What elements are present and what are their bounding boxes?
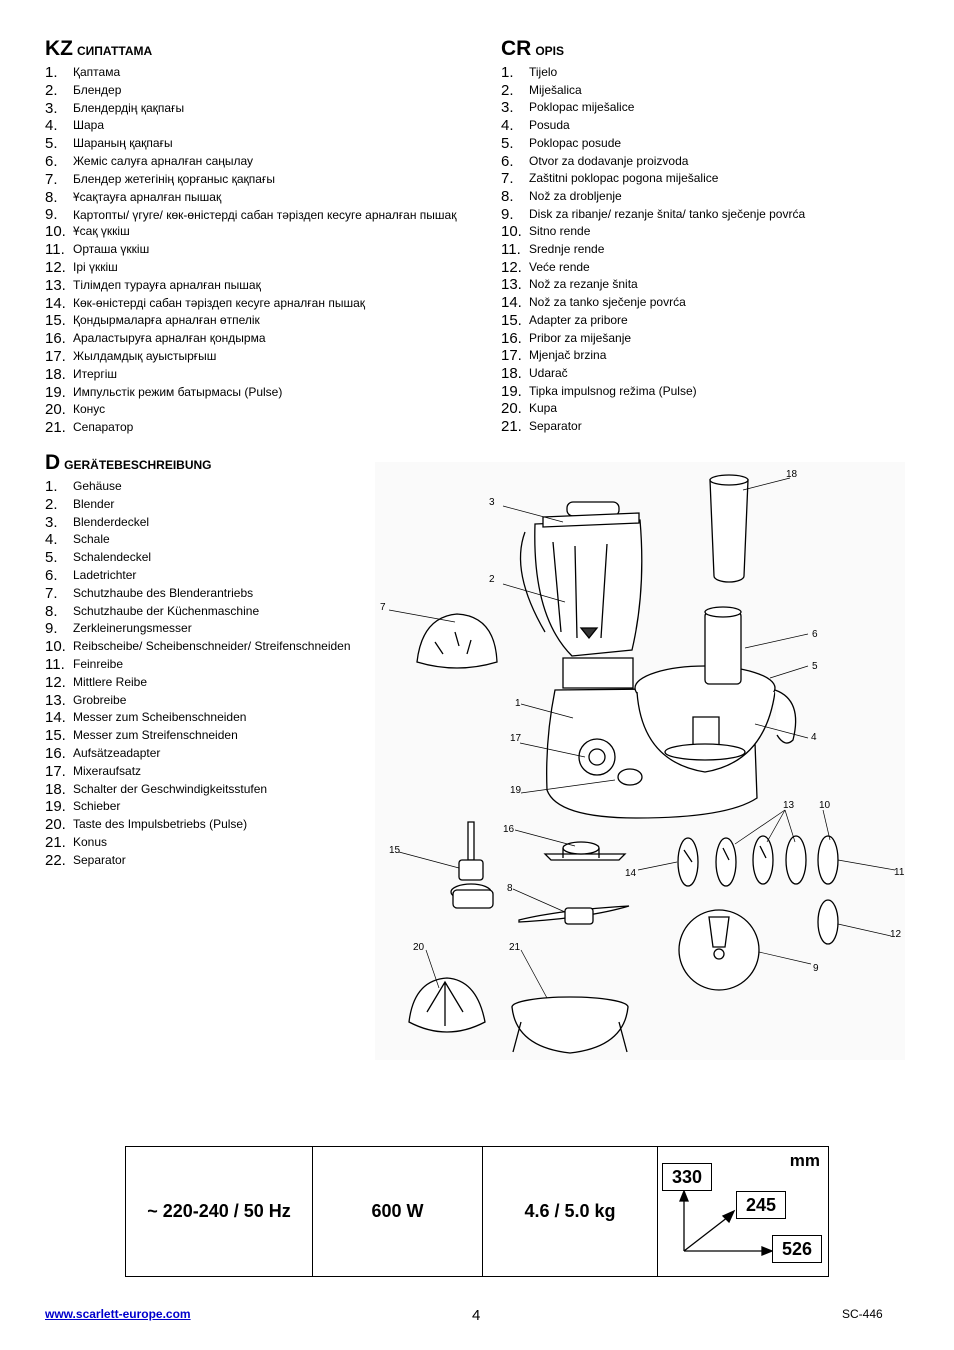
- kz-title: СИПАТТАМА: [77, 44, 153, 58]
- de-list-item: [45, 727, 385, 745]
- item-label: Miješalica: [529, 82, 582, 97]
- cr-list-item: [501, 276, 921, 294]
- item-label: Veće rende: [529, 259, 590, 274]
- item-label: Mittlere Reibe: [73, 674, 148, 689]
- item-number: 15.: [501, 311, 522, 329]
- width-value: 526: [772, 1235, 822, 1263]
- item-number: 11.: [45, 655, 65, 673]
- item-number: 5.: [45, 549, 58, 567]
- item-number: 1.: [45, 478, 58, 495]
- item-label: Nož za tanko sječenje povrća: [529, 295, 686, 310]
- pusher-drawing: [710, 480, 748, 582]
- de-list-item: [45, 585, 385, 603]
- cr-list-item: [501, 294, 921, 312]
- kz-list-item: [45, 312, 485, 330]
- diagram-label-6: 6: [812, 629, 818, 640]
- diagram-label-19: 19: [510, 785, 522, 796]
- kz-list-item: [45, 295, 485, 313]
- item-number: 4.: [501, 117, 514, 135]
- item-number: 10.: [45, 223, 66, 241]
- cr-list-item: [501, 365, 921, 383]
- kz-list-item: [45, 82, 485, 100]
- item-label: Udarač: [529, 365, 568, 380]
- item-label: Reibscheibe/ Scheibenschneider/ Streifenschneiden: [73, 639, 351, 654]
- item-label: Separator: [529, 419, 582, 434]
- cr-list-item: [501, 418, 921, 436]
- cr-list-item: [501, 64, 921, 82]
- diagram-label-15: 15: [389, 845, 401, 856]
- item-number: 16.: [501, 329, 522, 347]
- item-label: Тілімдеп турауға арналған пышақ: [73, 277, 261, 292]
- dimensions-cell: [658, 1147, 829, 1277]
- diagram-label-10: 10: [819, 800, 831, 811]
- item-number: 7.: [501, 170, 514, 188]
- model-number: SC-446: [842, 1307, 883, 1321]
- item-label: Ірі үккіш: [73, 259, 118, 274]
- diagram-label-1: 1: [515, 698, 521, 709]
- appliance-exploded-diagram: [375, 462, 905, 1060]
- kz-list-item: [45, 153, 485, 171]
- voltage-cell: ~ 220-240 / 50 Hz: [126, 1147, 313, 1277]
- item-number: 3.: [45, 513, 58, 531]
- de-list-item: [45, 638, 385, 656]
- de-title: GERÄTEBESCHREIBUNG: [64, 458, 212, 472]
- item-number: 6.: [45, 566, 58, 584]
- kz-list-item: [45, 100, 485, 118]
- item-number: 19.: [45, 798, 66, 816]
- cr-list-item: [501, 347, 921, 365]
- item-label: Messer zum Scheibenschneiden: [73, 710, 247, 725]
- item-label: Schieber: [73, 799, 121, 814]
- item-label: Sitno rende: [529, 224, 591, 239]
- item-number: 18.: [45, 365, 66, 383]
- item-number: 14.: [45, 709, 66, 727]
- diagram-label-16: 16: [503, 824, 515, 835]
- item-label: Poklopac posude: [529, 135, 622, 150]
- item-label: Блендер жетегінің қорғаныс қақпағы: [73, 171, 275, 186]
- item-label: Blender: [73, 496, 115, 511]
- item-label: Schalter der Geschwindigkeitsstufen: [73, 781, 268, 796]
- diagram-label-4: 4: [811, 732, 817, 743]
- diagram-label-11: 11: [894, 867, 905, 878]
- item-label: Импульстік режим батырмасы (Pulse): [73, 384, 283, 399]
- item-label: Қаптама: [73, 65, 121, 79]
- de-list-item: [45, 514, 385, 532]
- item-label: Grobreibe: [73, 692, 127, 707]
- item-label: Konus: [73, 834, 108, 849]
- item-label: Mjenjač brzina: [529, 348, 607, 363]
- de-list-item: [45, 816, 385, 834]
- specifications-row: [126, 1147, 829, 1277]
- item-number: 18.: [45, 780, 66, 798]
- kz-list-item: [45, 401, 485, 419]
- item-label: Separator: [73, 852, 126, 867]
- cr-heading: [501, 38, 921, 62]
- item-number: 22.: [45, 851, 66, 869]
- item-number: 1.: [45, 64, 58, 81]
- item-number: 6.: [501, 152, 514, 170]
- item-label: Blenderdeckel: [73, 514, 150, 529]
- item-number: 10.: [45, 638, 66, 656]
- de-list-item: [45, 763, 385, 781]
- de-list-item: [45, 745, 385, 763]
- item-label: Schale: [73, 532, 110, 547]
- diagram-label-20: 20: [413, 942, 425, 953]
- item-label: Итергіш: [73, 366, 118, 381]
- item-label: Kupa: [529, 401, 558, 416]
- cr-list-item: [501, 241, 921, 259]
- weight-cell: 4.6 / 5.0 kg: [483, 1147, 658, 1277]
- item-label: Otvor za dodavanje proizvoda: [529, 153, 689, 168]
- cr-list-item: [501, 312, 921, 330]
- depth-value: 245: [736, 1191, 786, 1219]
- de-code: D: [45, 451, 61, 474]
- diagram-label-18: 18: [786, 469, 798, 480]
- cr-list-item: [501, 82, 921, 100]
- diagram-label-17: 17: [510, 733, 522, 744]
- item-number: 12.: [501, 258, 522, 276]
- item-label: Poklopac miješalice: [529, 100, 635, 115]
- kz-code: KZ: [45, 37, 73, 60]
- item-number: 20.: [45, 816, 66, 834]
- diagram-label-14: 14: [625, 868, 637, 879]
- cr-list-item: [501, 153, 921, 171]
- diagram-svg: [375, 462, 905, 1060]
- de-list-item: [45, 798, 385, 816]
- item-number: 16.: [45, 744, 66, 762]
- item-label: Gehäuse: [73, 479, 122, 493]
- item-label: Ұсақ үккіш: [73, 224, 130, 239]
- de-list-item: [45, 709, 385, 727]
- item-number: 21.: [45, 419, 66, 437]
- item-number: 3.: [45, 99, 58, 117]
- item-label: Блендер: [73, 82, 122, 97]
- item-number: 18.: [501, 364, 522, 382]
- item-label: Блендердің қақпағы: [73, 100, 185, 115]
- item-label: Adapter za pribore: [529, 312, 628, 327]
- kz-list-item: [45, 171, 485, 189]
- item-number: 19.: [501, 382, 522, 400]
- dimension-unit: mm: [789, 1151, 820, 1170]
- page-number: 4: [472, 1307, 481, 1324]
- item-number: 9.: [501, 205, 514, 223]
- item-label: Шараның қақпағы: [73, 136, 173, 151]
- diagram-label-9: 9: [813, 963, 819, 974]
- de-list-item: [45, 852, 385, 870]
- item-number: 11.: [45, 241, 65, 259]
- item-label: Tijelo: [529, 65, 558, 79]
- kz-heading: [45, 38, 485, 62]
- item-number: 15.: [45, 727, 66, 745]
- diagram-label-13: 13: [783, 800, 795, 811]
- de-list-item: [45, 478, 385, 496]
- item-number: 7.: [45, 584, 58, 602]
- item-number: 7.: [45, 170, 58, 188]
- item-number: 13.: [45, 691, 66, 709]
- item-label: Tipka impulsnog režima (Pulse): [529, 383, 697, 398]
- item-label: Жеміс салуға арналған саңылау: [73, 153, 254, 168]
- item-number: 15.: [45, 312, 66, 330]
- cr-list-item: [501, 117, 921, 135]
- de-list-item: [45, 692, 385, 710]
- de-list-item: [45, 496, 385, 514]
- item-label: Сепаратор: [73, 420, 134, 435]
- item-label: Конус: [73, 402, 106, 417]
- item-number: 2.: [501, 81, 514, 99]
- de-list-item: [45, 834, 385, 852]
- de-list-item: [45, 549, 385, 567]
- kz-list-item: [45, 241, 485, 259]
- de-list-item: [45, 781, 385, 799]
- diagram-label-2: 2: [489, 574, 495, 585]
- item-number: 2.: [45, 495, 58, 513]
- item-number: 1.: [501, 64, 514, 81]
- diagram-label-7: 7: [380, 602, 386, 613]
- item-label: Schutzhaube des Blenderantriebs: [73, 585, 254, 600]
- kz-list-item: [45, 189, 485, 207]
- item-label: Араластыруға арналған қондырма: [73, 331, 266, 346]
- item-number: 12.: [45, 673, 66, 691]
- cr-list-item: [501, 170, 921, 188]
- specifications-table: [125, 1146, 829, 1277]
- kz-list-item: [45, 330, 485, 348]
- cr-list-item: [501, 383, 921, 401]
- item-number: 20.: [45, 401, 66, 419]
- item-number: 16.: [45, 330, 66, 348]
- cr-parts-list: [501, 64, 921, 436]
- item-number: 4.: [45, 117, 58, 135]
- diagram-label-12: 12: [890, 929, 902, 940]
- de-list-item: [45, 656, 385, 674]
- item-label: Орташа үккіш: [73, 242, 150, 257]
- power-cell: 600 W: [313, 1147, 483, 1277]
- item-number: 8.: [501, 187, 514, 205]
- cr-list-item: [501, 135, 921, 153]
- item-number: 17.: [45, 347, 66, 365]
- de-list-item: [45, 531, 385, 549]
- cr-list-item: [501, 99, 921, 117]
- website-link[interactable]: www.scarlett-europe.com: [45, 1307, 191, 1321]
- item-number: 11.: [501, 241, 521, 259]
- kz-list-item: [45, 117, 485, 135]
- item-label: Ұсақтауға арналған пышақ: [73, 189, 222, 204]
- de-list-item: [45, 674, 385, 692]
- height-value: 330: [662, 1163, 712, 1191]
- item-number: 14.: [501, 294, 522, 312]
- item-number: 13.: [501, 276, 522, 294]
- de-list-item: [45, 620, 385, 638]
- de-parts-list: [45, 478, 385, 870]
- item-number: 10.: [501, 223, 522, 241]
- item-number: 5.: [501, 134, 514, 152]
- item-label: Posuda: [529, 118, 570, 133]
- kz-list-item: [45, 259, 485, 277]
- item-number: 12.: [45, 258, 66, 276]
- kz-list-item: [45, 348, 485, 366]
- item-label: Mixeraufsatz: [73, 763, 142, 778]
- kz-list-item: [45, 64, 485, 82]
- de-list-item: [45, 603, 385, 621]
- item-number: 9.: [45, 620, 58, 638]
- item-number: 6.: [45, 152, 58, 170]
- feed-tube-drawing: [705, 612, 741, 684]
- diagram-label-5: 5: [812, 661, 818, 672]
- item-label: Жылдамдық ауыстырғыш: [73, 348, 217, 363]
- item-label: Aufsätzeadapter: [73, 745, 161, 760]
- cr-section: [501, 38, 921, 436]
- kz-list-item: [45, 366, 485, 384]
- diagram-label-8: 8: [507, 883, 513, 894]
- item-label: Картопты/ үгуге/ көк-өністерді сабан тәріздеп кесуге арналған пышақ: [73, 208, 457, 223]
- diagram-label-3: 3: [489, 497, 495, 508]
- item-number: 17.: [45, 762, 66, 780]
- kz-section: [45, 38, 485, 437]
- item-number: 9.: [45, 206, 58, 224]
- item-number: 5.: [45, 135, 58, 153]
- item-label: Nož za rezanje šnita: [529, 277, 638, 292]
- item-label: Taste des Impulsbetriebs (Pulse): [73, 817, 248, 832]
- item-number: 4.: [45, 531, 58, 549]
- item-label: Pribor za miješanje: [529, 330, 632, 345]
- kz-parts-list: [45, 64, 485, 437]
- item-label: Schalendeckel: [73, 550, 152, 565]
- kz-list-item: [45, 206, 485, 223]
- cr-title: OPIS: [535, 44, 565, 58]
- item-label: Көк-өністерді сабан тәріздеп кесуге арналған пышақ: [73, 295, 365, 310]
- cr-code: CR: [501, 37, 532, 60]
- kz-list-item: [45, 135, 485, 153]
- item-number: 17.: [501, 347, 522, 365]
- item-label: Nož za drobljenje: [529, 188, 622, 203]
- adapter-drawing: [468, 822, 474, 860]
- kz-list-item: [45, 419, 485, 437]
- item-number: 21.: [501, 418, 522, 436]
- cr-list-item: [501, 223, 921, 241]
- item-number: 19.: [45, 383, 66, 401]
- item-label: Srednje rende: [529, 242, 605, 257]
- item-label: Messer zum Streifenschneiden: [73, 728, 238, 743]
- de-heading: [45, 452, 385, 476]
- diagram-label-21: 21: [509, 942, 521, 953]
- de-list-item: [45, 567, 385, 585]
- de-section: [45, 452, 385, 870]
- item-label: Zerkleinerungsmesser: [73, 621, 192, 636]
- item-label: Ladetrichter: [73, 567, 137, 582]
- item-number: 13.: [45, 276, 66, 294]
- item-label: Schutzhaube der Küchenmaschine: [73, 603, 260, 618]
- item-number: 2.: [45, 81, 58, 99]
- item-number: 14.: [45, 294, 66, 312]
- kz-list-item: [45, 223, 485, 241]
- item-number: 21.: [45, 833, 66, 851]
- item-label: Disk za ribanje/ rezanje šnita/ tanko sječenje povrća: [529, 206, 806, 221]
- item-label: Қондырмаларға арналған өтпелік: [73, 313, 260, 328]
- item-label: Шара: [73, 118, 105, 133]
- item-number: 8.: [45, 188, 58, 206]
- cr-list-item: [501, 400, 921, 418]
- item-number: 20.: [501, 400, 522, 418]
- cr-list-item: [501, 188, 921, 206]
- cr-list-item: [501, 206, 921, 224]
- item-number: 8.: [45, 602, 58, 620]
- item-label: Feinreibe: [73, 656, 124, 671]
- item-label: Zaštitni poklopac pogona miješalice: [529, 171, 719, 186]
- kz-list-item: [45, 384, 485, 402]
- cr-list-item: [501, 259, 921, 277]
- kz-list-item: [45, 277, 485, 295]
- whisk-drawing: [545, 854, 625, 860]
- cr-list-item: [501, 330, 921, 348]
- item-number: 3.: [501, 99, 514, 117]
